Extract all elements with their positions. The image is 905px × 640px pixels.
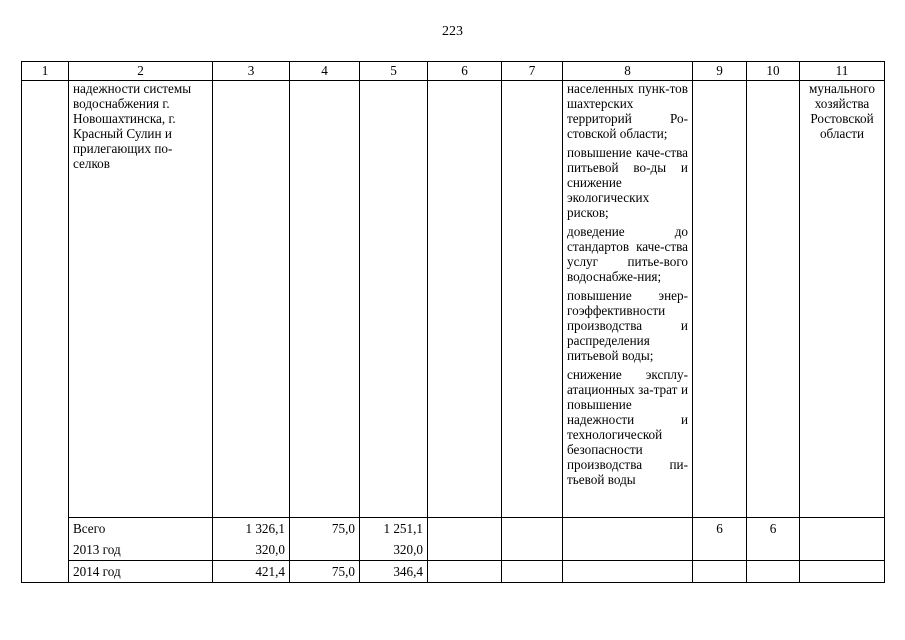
header-cell: 2 — [69, 62, 213, 81]
header-cell: 7 — [502, 62, 563, 81]
value-cell — [428, 561, 502, 583]
result-paragraph: повышение каче-ства питьевой во-ды и снижение экологических рисков; — [567, 145, 688, 220]
header-cell: 4 — [290, 62, 360, 81]
value-cell: 421,4 — [213, 561, 290, 583]
col2-description: надежности системы водоснабжения г. Новошахтинска, г. Красный Сулин и прилегающих по-селков — [69, 81, 213, 518]
col1-cell — [22, 81, 69, 583]
header-cell: 9 — [693, 62, 747, 81]
value-cell — [290, 539, 360, 561]
value-cell: 75,0 — [290, 518, 360, 540]
value-cell: 320,0 — [360, 539, 428, 561]
value-cell — [693, 561, 747, 583]
value-cell — [693, 539, 747, 561]
value-cell: 6 — [747, 518, 800, 540]
col11-responsible: мунального хозяйства Ростовской области — [800, 81, 885, 518]
value-cell — [563, 518, 693, 561]
program-table — [21, 61, 885, 583]
header-cell: 6 — [428, 62, 502, 81]
value-cell — [800, 561, 885, 583]
value-cell — [747, 561, 800, 583]
value-cell — [563, 561, 693, 583]
result-paragraph: повышение энер-гоэффективности производства и распределения питьевой воды; — [567, 288, 688, 363]
col8-results — [563, 81, 693, 518]
header-cell: 3 — [213, 62, 290, 81]
col3-cell — [213, 81, 290, 518]
header-cell: 10 — [747, 62, 800, 81]
col5-cell — [360, 81, 428, 518]
value-cell: 320,0 — [213, 539, 290, 561]
row-label: Всего — [69, 518, 213, 540]
value-cell — [428, 518, 502, 561]
col7-cell — [502, 81, 563, 518]
value-cell — [747, 539, 800, 561]
year-row — [22, 561, 885, 583]
value-cell — [502, 561, 563, 583]
row-label: 2014 год — [69, 561, 213, 583]
header-cell: 1 — [22, 62, 69, 81]
value-cell: 75,0 — [290, 561, 360, 583]
value-cell — [800, 518, 885, 561]
page-number: 223 — [442, 24, 463, 39]
header-cell: 5 — [360, 62, 428, 81]
value-cell: 1 326,1 — [213, 518, 290, 540]
col9-cell — [693, 81, 747, 518]
value-cell: 346,4 — [360, 561, 428, 583]
col10-cell — [747, 81, 800, 518]
header-cell: 8 — [563, 62, 693, 81]
value-cell — [502, 518, 563, 561]
result-paragraph: населенных пунк-тов шахтерских территорий Ро-стовской области; — [567, 81, 688, 141]
result-paragraph: снижение эксплу-атационных за-трат и повышение надежности и технологической безопасности производства пи-тьевой воды — [567, 367, 688, 487]
col6-cell — [428, 81, 502, 518]
result-paragraph: доведение до стандартов каче-ства услуг питье-вого водоснабже-ния; — [567, 224, 688, 284]
col4-cell — [290, 81, 360, 518]
total-row — [22, 518, 885, 540]
value-cell: 6 — [693, 518, 747, 540]
header-cell: 11 — [800, 62, 885, 81]
value-cell: 1 251,1 — [360, 518, 428, 540]
header-row — [22, 62, 885, 81]
content-row — [22, 81, 885, 518]
row-label: 2013 год — [69, 539, 213, 561]
